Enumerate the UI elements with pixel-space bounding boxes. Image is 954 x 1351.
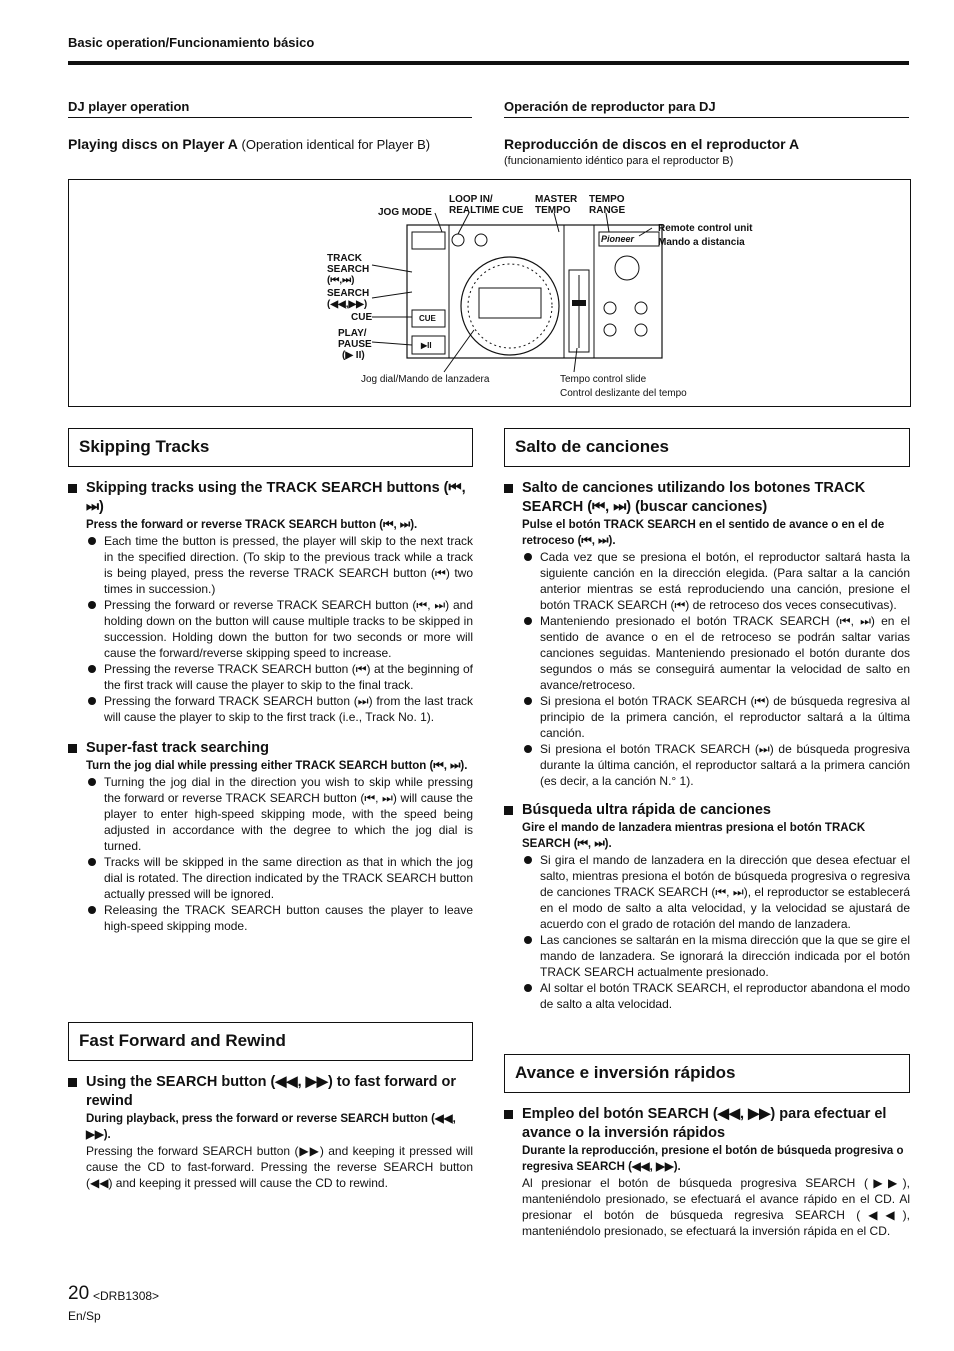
tempo-slide-caption-es: Control deslizante del tempo bbox=[560, 388, 687, 399]
skip-heading-2: Super-fast track searching bbox=[68, 739, 473, 758]
left-column-heading: DJ player operation bbox=[68, 99, 190, 114]
left-column-body bbox=[68, 428, 473, 934]
search-symbols: (◀◀,▶▶) bbox=[327, 299, 368, 310]
player-figure bbox=[68, 179, 911, 407]
tempo-slide-caption-en: Tempo control slide bbox=[560, 374, 647, 385]
salto-heading-2: Búsqueda ultra rápida de canciones bbox=[504, 801, 910, 820]
skip-heading-1: Skipping tracks using the TRACK SEARCH buttons (⏮, ⏭) bbox=[68, 479, 473, 517]
list-item: Si presiona el botón TRACK SEARCH (⏮) de búsqueda regresiva al principio de la primera canción, el reproductor saltará a la última canción. bbox=[522, 693, 910, 741]
track-search-symbols: (⏮,⏭) bbox=[327, 275, 355, 286]
right-subheading-note: (funcionamiento idéntico para el reproductor B) bbox=[504, 155, 734, 167]
avance-heading: Empleo del botón SEARCH (◀◀, ▶▶) para efectuar el avance o la inversión rápidos bbox=[504, 1105, 910, 1143]
tempo-label-2: TEMPO bbox=[589, 194, 625, 205]
left-column-rule bbox=[68, 117, 472, 118]
ff-lead: During playback, press the forward or reverse SEARCH button (◀◀, ▶▶). bbox=[86, 1113, 456, 1141]
play-label: PLAY/ bbox=[338, 328, 367, 339]
list-item: Tracks will be skipped in the same direction as that in which the jog dial is rotated. The direction indicated by the TRACK SEARCH button actually pressed will be ignored. bbox=[86, 854, 473, 902]
language-code: En/Sp bbox=[68, 1309, 101, 1323]
list-item: Pressing the forward TRACK SEARCH button (⏭) from the last track will cause the player to skip to the first track (i.e., Track No. 1). bbox=[86, 693, 473, 725]
right-column-rule bbox=[504, 117, 909, 118]
cue-button-icon: CUE bbox=[419, 314, 436, 323]
jog-mode-label: JOG MODE bbox=[378, 207, 432, 218]
fast-forward-title: Fast Forward and Rewind bbox=[68, 1022, 473, 1061]
list-item: Pressing the forward or reverse TRACK SEARCH button (⏮, ⏭) and holding down on the button will cause multiple tracks to be skipped in succession. Holding down the button for two seconds or more will cause the forward/reverse skipping speed to increase. bbox=[86, 597, 473, 661]
play-pause-button-icon: ▶II bbox=[421, 341, 432, 350]
ff-heading: Using the SEARCH button (◀◀, ▶▶) to fast forward or rewind bbox=[68, 1073, 473, 1111]
list-item: Si gira el mando de lanzadera en la dirección que desea efectuar el salto, mientras presiona el botón de búsqueda progresiva o regresiva de canciones TRACK SEARCH (⏮, ⏭), el reproductor se establecerá en el modo de salto a alta velocidad, y la velocidad se ajustará de acuerdo con el grado de rotación del mando de lanzadera. bbox=[522, 852, 910, 932]
salto-lead-2: Gire el mando de lanzadera mientras presiona el botón TRACK SEARCH (⏮, ⏭). bbox=[522, 822, 866, 850]
track-search-label: SEARCH bbox=[327, 264, 370, 275]
skip-lead-1: Press the forward or reverse TRACK SEARCH button (⏮, ⏭). bbox=[86, 519, 418, 531]
master-label: MASTER bbox=[535, 194, 578, 205]
left-subheading: Playing discs on Player A (Operation identical for Player B) bbox=[68, 136, 431, 152]
running-header: Basic operation/Funcionamiento básico bbox=[68, 35, 315, 50]
right-column-heading: Operación de reproductor para DJ bbox=[504, 99, 716, 114]
salto-bullets-2 bbox=[522, 852, 910, 1012]
remote-label-en: Remote control unit bbox=[658, 223, 753, 234]
search-label: SEARCH bbox=[327, 288, 370, 299]
list-item: Manteniendo presionado el botón TRACK SEARCH (⏮, ⏭) en el sentido de avance o en el de retroceso se podrán saltar varias canciones seguidas. Manteniendo presionado el botón durante dos segundos o más se conseguirá aumentar la velocidad de salto en avance/retroceso. bbox=[522, 613, 910, 693]
list-item: Turning the jog dial in the direction you wish to skip while pressing the forward or reverse TRACK SEARCH button (⏮, ⏭) will cause the player to enter high-speed skipping mode, with the speed being adjusted in accordance with the degree to which the jog dial is turned. bbox=[86, 774, 473, 854]
jog-dial-caption: Jog dial/Mando de lanzadera bbox=[361, 374, 490, 385]
salto-lead-1: Pulse el botón TRACK SEARCH en el sentido de avance o en el de retroceso (⏮, ⏭). bbox=[522, 519, 885, 547]
right-ff-section bbox=[504, 1054, 910, 1239]
skipping-tracks-title: Skipping Tracks bbox=[68, 428, 473, 467]
list-item: Si presiona el botón TRACK SEARCH (⏭) de búsqueda progresiva durante la última canción, el reproductor saltará a la primera canción (es decir, a la canción N.° 1). bbox=[522, 741, 910, 789]
avance-title: Avance e inversión rápidos bbox=[504, 1054, 910, 1093]
ff-paragraph: Pressing the forward SEARCH button (▶▶) and keeping it pressed will cause the CD to fast-forward. Pressing the reverse SEARCH button (◀◀) and keeping it pressed will cause the CD to rewind. bbox=[86, 1144, 473, 1190]
skip-lead-2: Turn the jog dial while pressing either TRACK SEARCH button (⏮, ⏭). bbox=[86, 760, 468, 772]
salto-title: Salto de canciones bbox=[504, 428, 910, 467]
list-item: Releasing the TRACK SEARCH button causes the player to leave high-speed skipping mode. bbox=[86, 902, 473, 934]
page-number: 20 bbox=[68, 1283, 90, 1304]
tempo-label-1: TEMPO bbox=[535, 205, 571, 216]
header-rule bbox=[68, 61, 909, 65]
realtime-cue-label: REALTIME CUE bbox=[449, 205, 524, 216]
skip-bullets-1 bbox=[86, 533, 473, 725]
avance-paragraph: Al presionar el botón de búsqueda progresiva SEARCH (▶▶), manteniéndolo presionado, se efectuará el avance rápido en el CD. Al presionar el botón de búsqueda regresiva SEARCH (◀◀), manteniéndolo presionado, se efectuará la inversión rápida en el CD. bbox=[522, 1176, 910, 1238]
list-item: Al soltar el botón TRACK SEARCH, el reproductor abandona el modo de salto a alta velocidad. bbox=[522, 980, 910, 1012]
left-ff-section bbox=[68, 1022, 473, 1191]
list-item: Cada vez que se presiona el botón, el reproductor saltará hasta la siguiente canción en la dirección elegida. (Para saltar a la canción anterior mientras se está reproduciendo una canción, presione el botón TRACK SEARCH (⏮) de retroceso dos veces consecutivas). bbox=[522, 549, 910, 613]
pause-label: PAUSE bbox=[338, 339, 372, 350]
cue-label: CUE bbox=[351, 312, 373, 323]
list-item: Each time the button is pressed, the player will skip to the next track in the specified direction. (To skip to the previous track while a track is being played, press the reverse TRACK SEARCH button (⏮) two times in succession.) bbox=[86, 533, 473, 597]
right-column-body bbox=[504, 428, 910, 1012]
track-label: TRACK bbox=[327, 253, 362, 264]
document-code: <DRB1308> bbox=[93, 1289, 160, 1303]
salto-bullets-1 bbox=[522, 549, 910, 789]
loop-in-label: LOOP IN/ bbox=[449, 194, 493, 205]
skip-bullets-2 bbox=[86, 774, 473, 934]
avance-lead: Durante la reproducción, presione el botón de búsqueda progresiva o regresiva SEARCH (◀◀, ▶▶). bbox=[522, 1145, 904, 1173]
range-label: RANGE bbox=[589, 205, 626, 216]
remote-label-es: Mando a distancia bbox=[658, 237, 745, 248]
play-pause-symbols: (▶ II) bbox=[342, 350, 365, 361]
right-subheading: Reproducción de discos en el reproductor A bbox=[504, 136, 800, 152]
list-item: Pressing the reverse TRACK SEARCH button (⏮) at the beginning of the first track will cause the player to skip to the final track. bbox=[86, 661, 473, 693]
salto-heading-1: Salto de canciones utilizando los botones TRACK SEARCH (⏮, ⏭) (buscar canciones) bbox=[504, 479, 910, 517]
pioneer-logo: Pioneer bbox=[601, 234, 635, 244]
list-item: Las canciones se saltarán en la misma dirección que la que se gire el mando de lanzadera. Se ignorará la dirección indicada por el botón TRACK SEARCH actualmente presionado. bbox=[522, 932, 910, 980]
